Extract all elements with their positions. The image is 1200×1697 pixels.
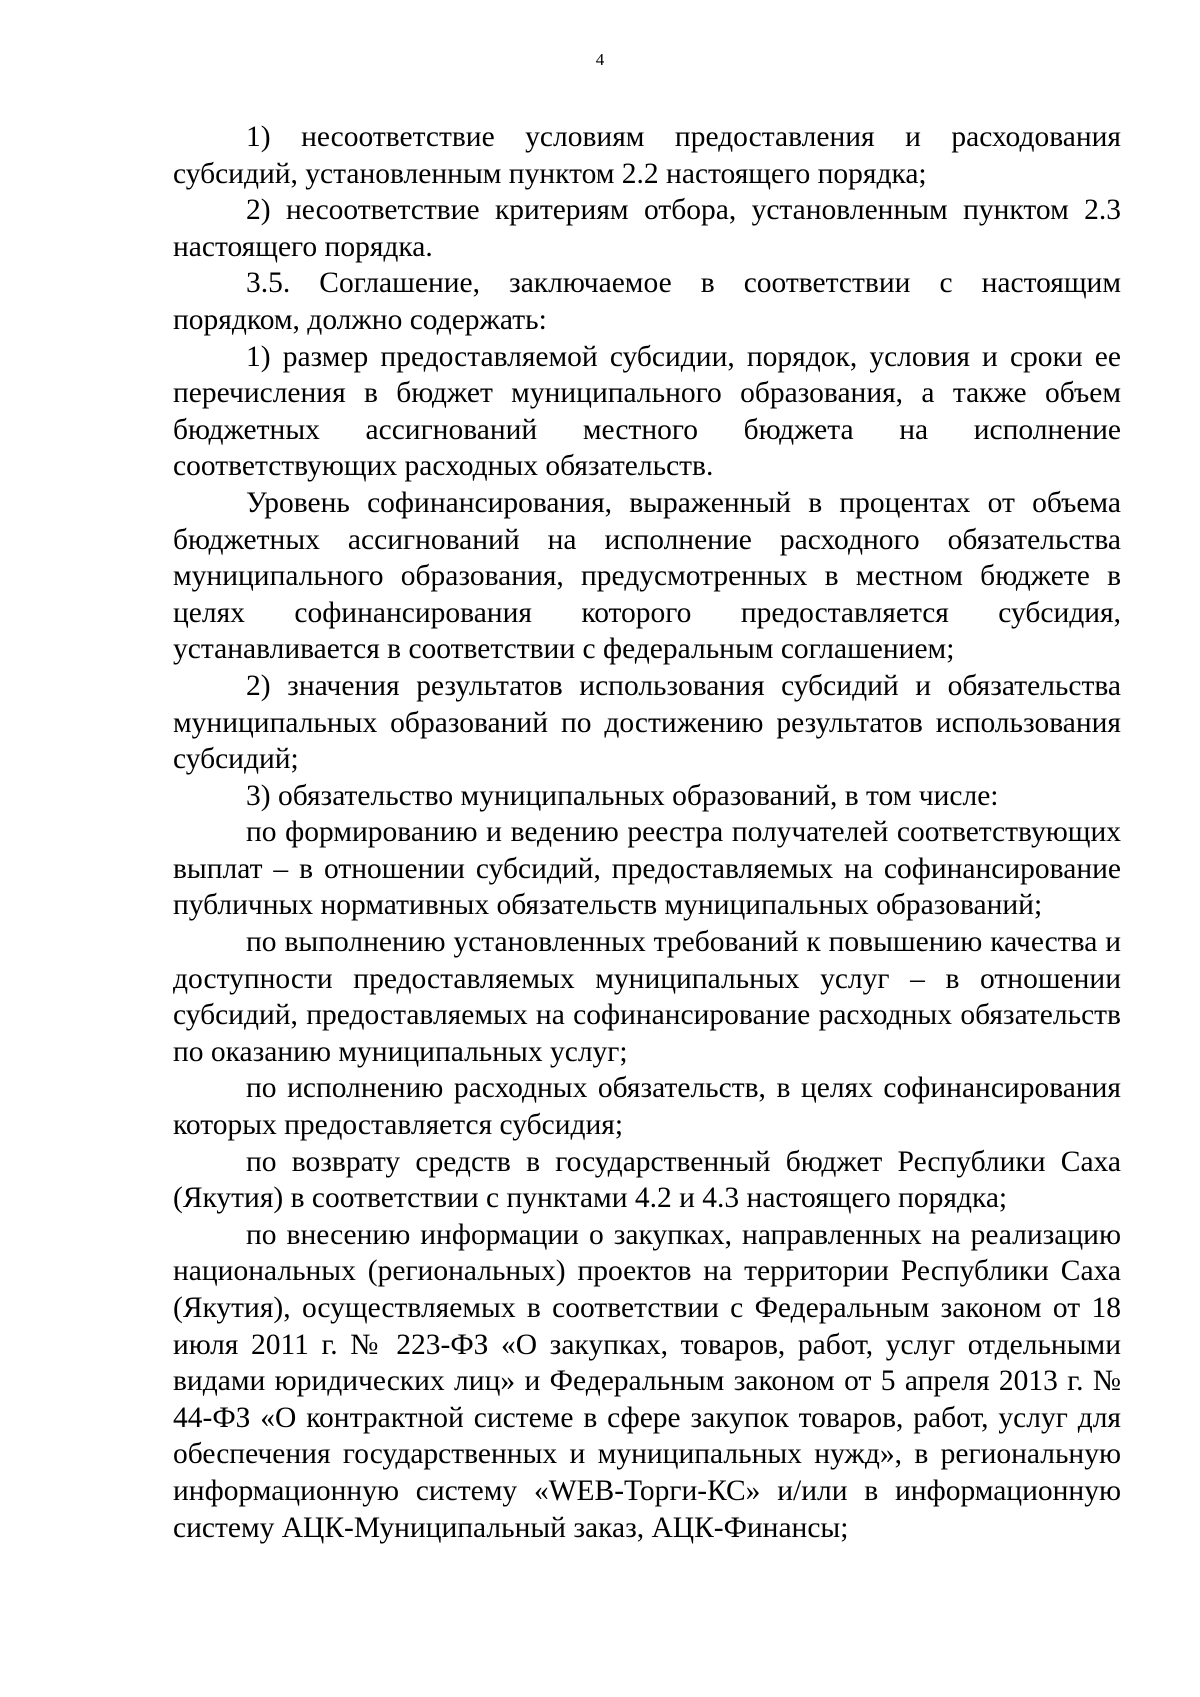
paragraph-registry-obligation: по формированию и ведению реестра получателей соответствующих выплат – в отношении субсидий, предоставляемых на софинансирование публичных нормативных обязательств муниципальных образований; — [173, 816, 1121, 922]
paragraph-clause-3-5: 3.5. Соглашение, заключаемое в соответствии с настоящим порядком, должно содержать: — [173, 267, 1121, 336]
paragraph-cofinancing-level: Уровень софинансирования, выраженный в процентах от объема бюджетных ассигнований на исполнение расходного обязательства муниципального образования, предусмотренных в местном бюджете в целях софинансирования которого предоставляется субсидия, устанавливается в соответствии с федеральным соглашением; — [173, 486, 1121, 666]
paragraph-item-2-nonconformity-criteria: 2) несоответствие критериям отбора, установленным пунктом 2.3 настоящего порядка. — [173, 194, 1121, 263]
document-body — [173, 119, 1121, 1546]
paragraph-expenditure-obligation: по исполнению расходных обязательств, в целях софинансирования которых предоставляется субсидия; — [173, 1072, 1121, 1142]
paragraph-item-1-nonconformity-conditions: 1) несоответствие условиям предоставления и расходования субсидий, установленным пунктом 2.2 настоящего порядка; — [173, 121, 1121, 190]
paragraph-procurement-info-obligation: по внесению информации о закупках, направленных на реализацию национальных (региональных) проектов на территории Республики Саха (Якутия), осуществляемых в соответствии с Федеральным законом от 18 июля 2011 г. № 223-ФЗ «О закупках, товаров, работ, услуг отдельными видами юридических лиц» и Федеральным законом от 5 апреля 2013 г. № 44-ФЗ «О контрактной системе в сфере закупок товаров, работ, услуг для обеспечения государственных и муниципальных нужд», в региональную информационную систему «WEB-Торги-КС» и/или в информационную систему АЦК-Муниципальный заказ, АЦК-Финансы; — [173, 1218, 1121, 1544]
paragraph-item-1-subsidy-size: 1) размер предоставляемой субсидии, порядок, условия и сроки ее перечисления в бюджет муниципального образования, а также объем бюджетных ассигнований местного бюджета на исполнение соответствующих расходных обязательств. — [173, 340, 1121, 483]
paragraph-item-2-result-values: 2) значения результатов использования субсидий и обязательства муниципальных образований по достижению результатов использования субсидий; — [173, 669, 1121, 776]
paragraph-service-quality-obligation: по выполнению установленных требований к повышению качества и доступности предоставляемых муниципальных услуг – в отношении субсидий, предоставляемых на софинансирование расходных обязательств по оказанию муниципальных услуг; — [173, 926, 1121, 1068]
page-number: 4 — [595, 50, 605, 69]
paragraph-refund-obligation: по возврату средств в государственный бюджет Республики Саха (Якутия) в соответствии с пунктами 4.2 и 4.3 настоящего порядка; — [173, 1145, 1121, 1215]
paragraph-item-3-obligations: 3) обязательство муниципальных образований, в том числе: — [246, 779, 999, 812]
